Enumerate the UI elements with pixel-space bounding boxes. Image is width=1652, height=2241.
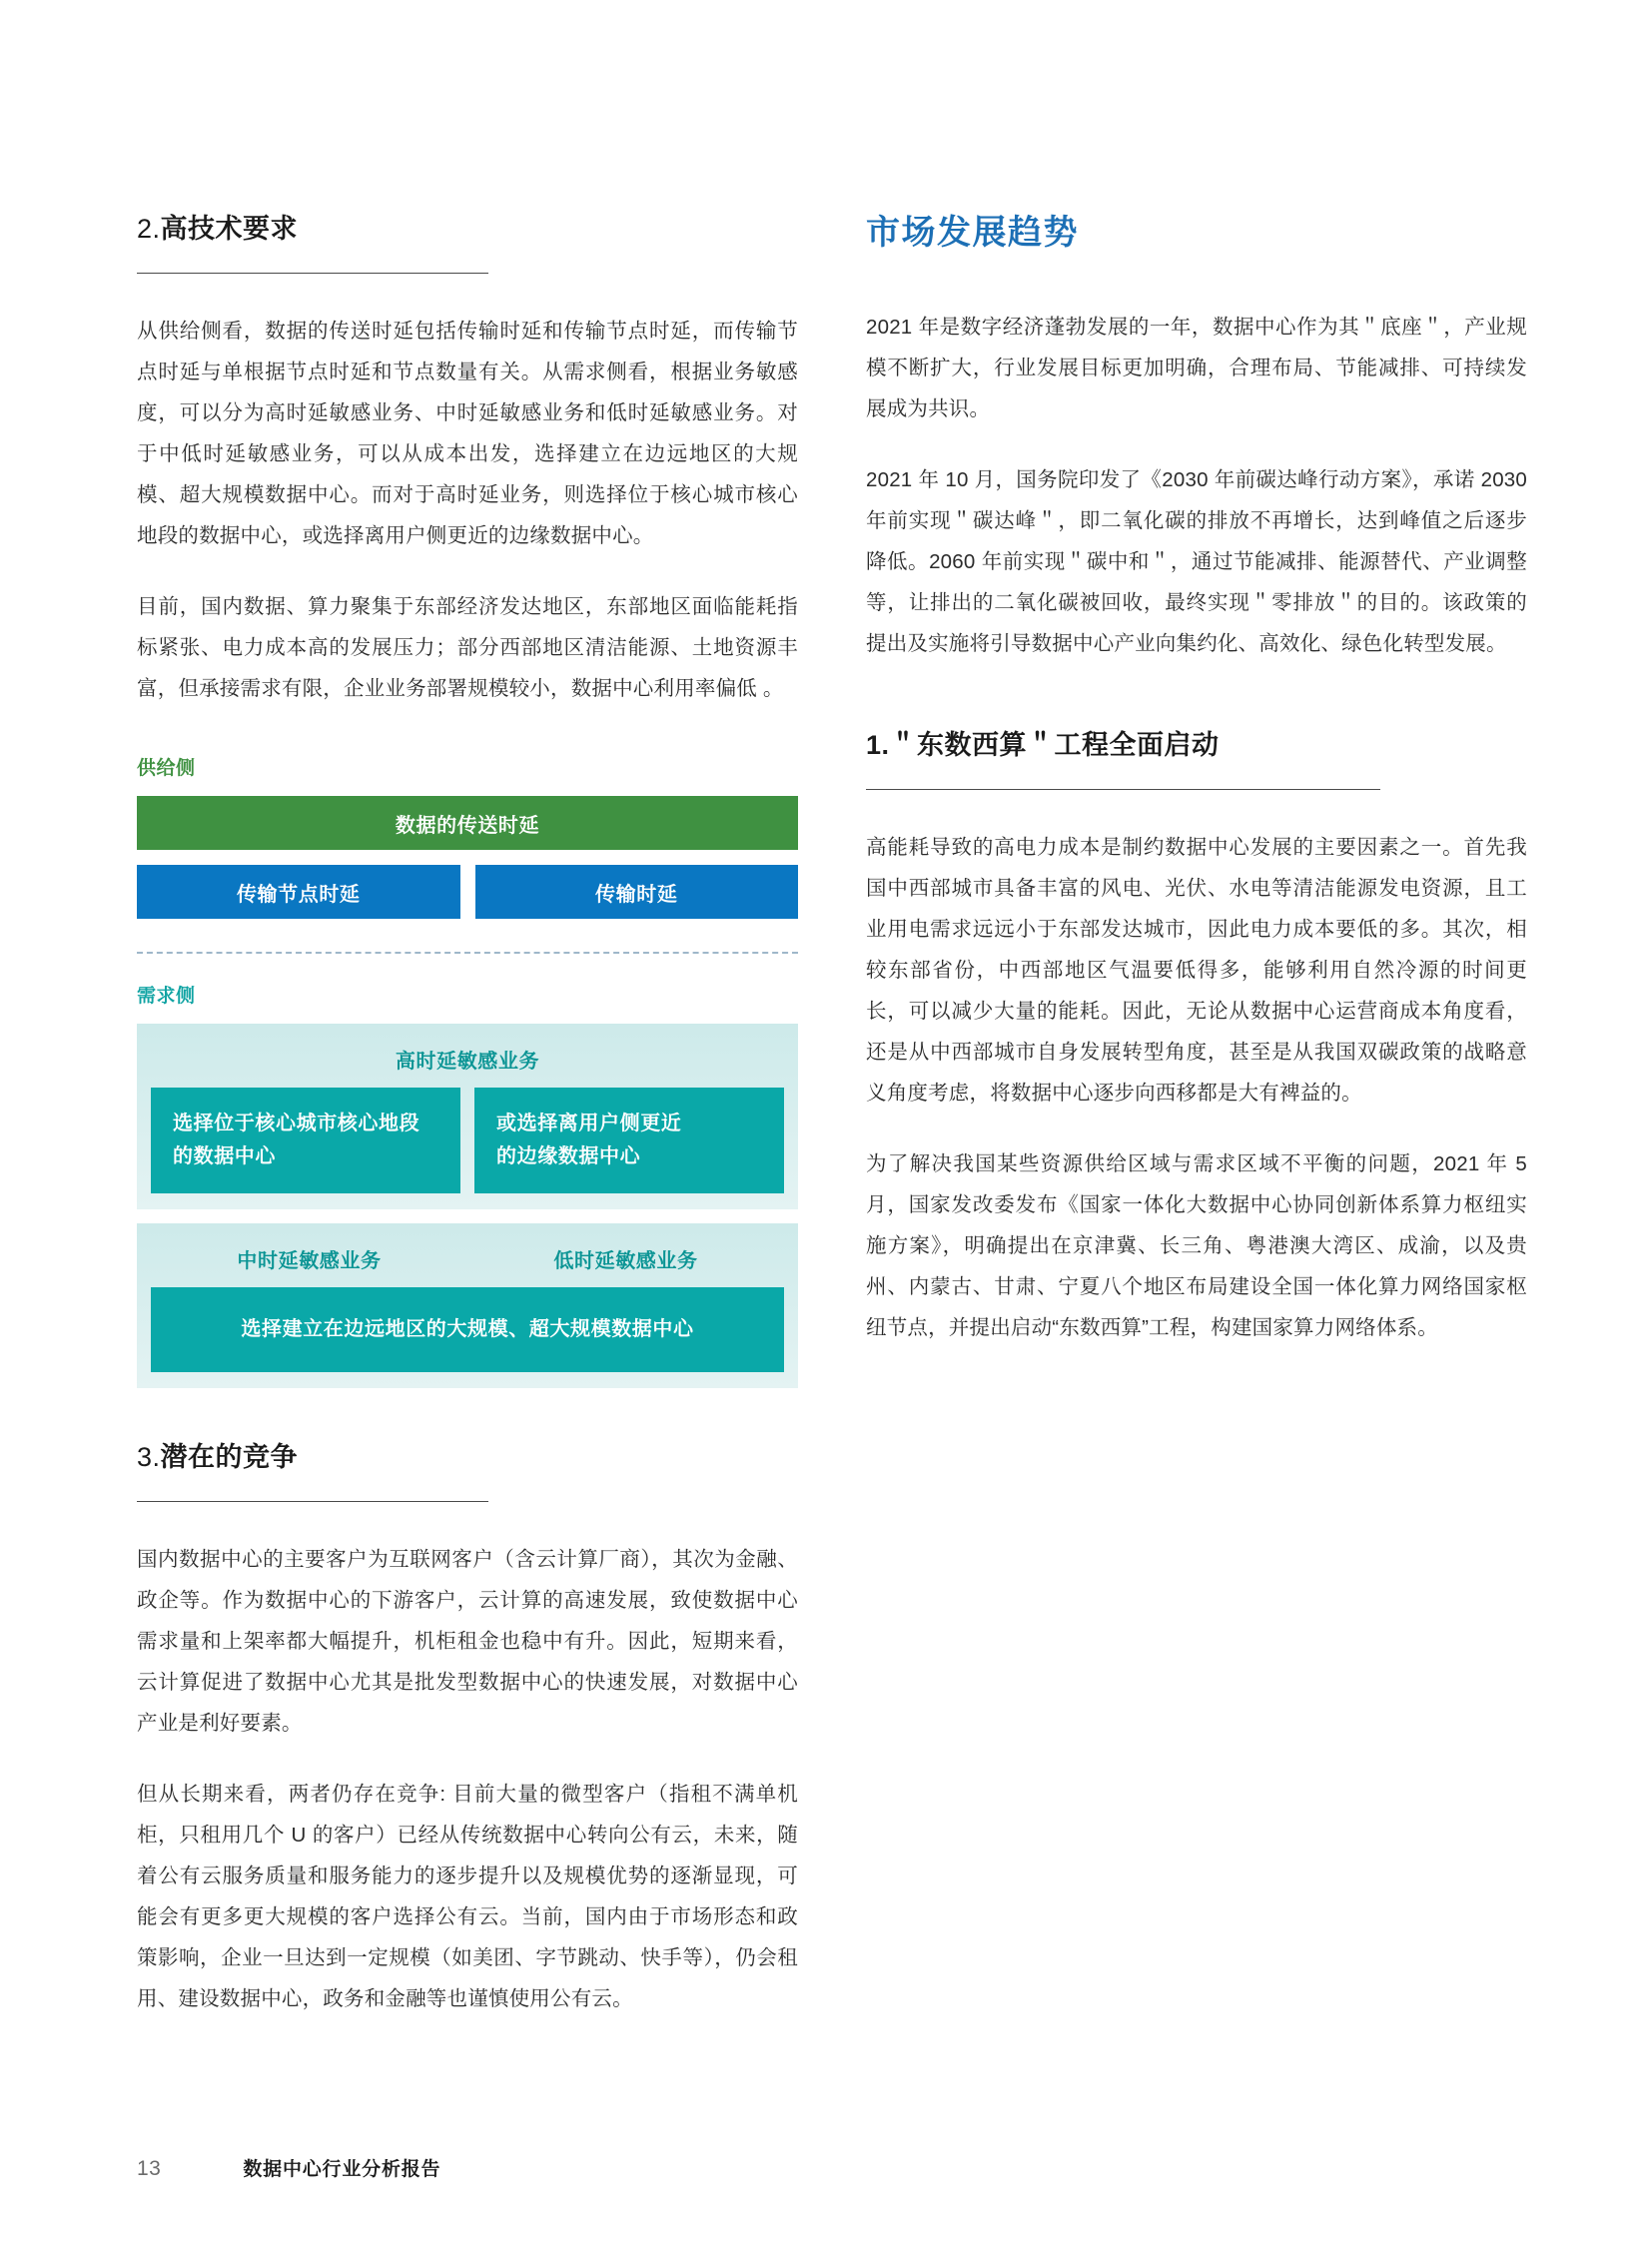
supply-side-label: 供给侧	[137, 758, 196, 780]
section-3-title: 潜在的竞争	[160, 1442, 299, 1473]
right-section-1-rule	[866, 789, 1380, 790]
mid-low-latency-box-remote: 选择建立在边远地区的大规模、超大规模数据中心	[151, 1287, 784, 1372]
right-section-1-number: 1.	[866, 729, 890, 760]
high-latency-box-core-city: 选择位于核心城市核心地段 的数据中心	[151, 1088, 460, 1193]
right-section-1-title: ＂东数西算＂工程全面启动	[889, 729, 1220, 760]
section-3-rule	[137, 1501, 488, 1502]
right-column	[866, 212, 1527, 2019]
supply-sub-row	[137, 865, 798, 919]
section-3-paragraph-2: 但从长期来看，两者仍存在竞争: 目前大量的微型客户（指租不满单机柜，只租用几个 U 的客户）已经从传统数据中心转向公有云，未来，随着公有云服务质量和服务能力的逐步提升以及规模优势的逐渐显现，可能会有更多更大规模的客户选择公有云。当前，国内由于市场形态和政策影响，企业一旦达到一定规模（如美团、字节跳动、快手等），仍会租用、建设数据中心，政务和金融等也谨慎使用公有云。	[137, 1783, 798, 2011]
high-latency-box-edge: 或选择离用户侧更近 的边缘数据中心	[474, 1088, 784, 1193]
section-2-heading	[137, 212, 798, 247]
mid-low-latency-box-row	[151, 1287, 784, 1372]
section-3-number: 3.	[137, 1442, 161, 1473]
right-section-1-heading	[866, 728, 1527, 763]
left-column	[137, 212, 798, 2019]
page-number: 13	[137, 2157, 162, 2180]
section-3-paragraph-1: 国内数据中心的主要客户为互联网客户（含云计算厂商），其次为金融、政企等。作为数据中心的下游客户，云计算的高速发展，致使数据中心需求量和上架率都大幅提升，机柜租金也稳中有升。因此，短期来看，云计算促进了数据中心尤其是批发型数据中心的快速发展，对数据中心产业是利好要素。	[137, 1548, 798, 1736]
section-2-paragraph-1: 从供给侧看，数据的传送时延包括传输时延和传输节点时延，而传输节点时延与单根据节点时延和节点数量有关。从需求侧看，根据业务敏感度，可以分为高时延敏感业务、中时延敏感业务和低时延敏感业务。对于中低时延敏感业务，可以从成本出发，选择建立在边远地区的大规模、超大规模数据中心。而对于高时延业务，则选择位于核心城市核心地段的数据中心，或选择离用户侧更近的边缘数据中心。	[137, 320, 798, 548]
section-2-number: 2.	[137, 214, 161, 244]
spacer	[866, 694, 1527, 728]
high-latency-title: 高时延敏感业务	[395, 1051, 540, 1074]
high-latency-panel	[137, 1024, 798, 1209]
two-column-layout	[137, 212, 1527, 2019]
market-trends-paragraph-2: 2021 年 10 月，国务院印发了《2030 年前碳达峰行动方案》，承诺 2030 年前实现＂碳达峰＂，即二氧化碳的排放不再增长，达到峰值之后逐步降低。2060 年前实现＂碳中和＂，通过节能减排、能源替代、产业调整等，让排出的二氧化碳被回收，最终实现＂零排放＂的目的。该政策的提出及实施将引导数据中心产业向集约化、高效化、绿色化转型发展。	[866, 467, 1527, 655]
supply-sub-box-node-latency: 传输节点时延	[137, 865, 460, 919]
low-latency-title: 低时延敏感业务	[553, 1250, 698, 1273]
diagram-dashed-divider	[137, 952, 798, 954]
footer-document-title: 数据中心行业分析报告	[243, 2159, 441, 2180]
right-section-1-paragraph-2: 为了解决我国某些资源供给区域与需求区域不平衡的问题，2021 年 5 月，国家发改委发布《国家一体化大数据中心协同创新体系算力枢纽实施方案》，明确提出在京津冀、长三角、粤港澳大湾区、成渝，以及贵州、内蒙古、甘肃、宁夏八个地区布局建设全国一体化算力网络国家枢纽节点，并提出启动“东数西算”工程，构建国家算力网络体系。	[866, 1151, 1527, 1339]
mid-latency-title: 中时延敏感业务	[237, 1250, 382, 1273]
section-2-rule	[137, 273, 488, 274]
demand-side-label: 需求侧	[137, 986, 196, 1008]
right-section-1-paragraph-1: 高能耗导致的高电力成本是制约数据中心发展的主要因素之一。首先我国中西部城市具备丰富的风电、光伏、水电等清洁能源发电资源，且工业用电需求远远小于东部发达城市，因此电力成本要低的多。其次，相较东部省份，中西部地区气温要低得多，能够利用自然冷源的时间更长，可以减少大量的能耗。因此，无论从数据中心运营商成本角度看，还是从中西部城市自身发展转型角度，甚至是从我国双碳政策的战略意义角度考虑，将数据中心逐步向西移都是大有裨益的。	[866, 835, 1527, 1105]
mid-low-latency-title-row	[151, 1237, 784, 1287]
latency-diagram	[137, 753, 798, 1388]
supply-sub-box-transmission-latency: 传输时延	[475, 865, 799, 919]
high-latency-box-row	[151, 1088, 784, 1193]
section-2-paragraph-2: 目前，国内数据、算力聚集于东部经济发达地区，东部地区面临能耗指标紧张、电力成本高的发展压力；部分西部地区清洁能源、土地资源丰富，但承接需求有限，企业业务部署规模较小，数据中心利用率偏低 。	[137, 595, 798, 701]
section-3-heading	[137, 1440, 798, 1475]
page-footer	[137, 2154, 440, 2181]
market-trends-heading: 市场发展趋势	[866, 214, 1079, 252]
mid-low-latency-panel	[137, 1223, 798, 1388]
market-trends-paragraph-1: 2021 年是数字经济蓬勃发展的一年，数据中心作为其＂底座＂，产业规模不断扩大，行业发展目标更加明确，合理布局、节能减排、可持续发展成为共识。	[866, 315, 1527, 420]
section-2-title: 高技术要求	[160, 214, 299, 244]
supply-top-box: 数据的传送时延	[137, 796, 798, 850]
